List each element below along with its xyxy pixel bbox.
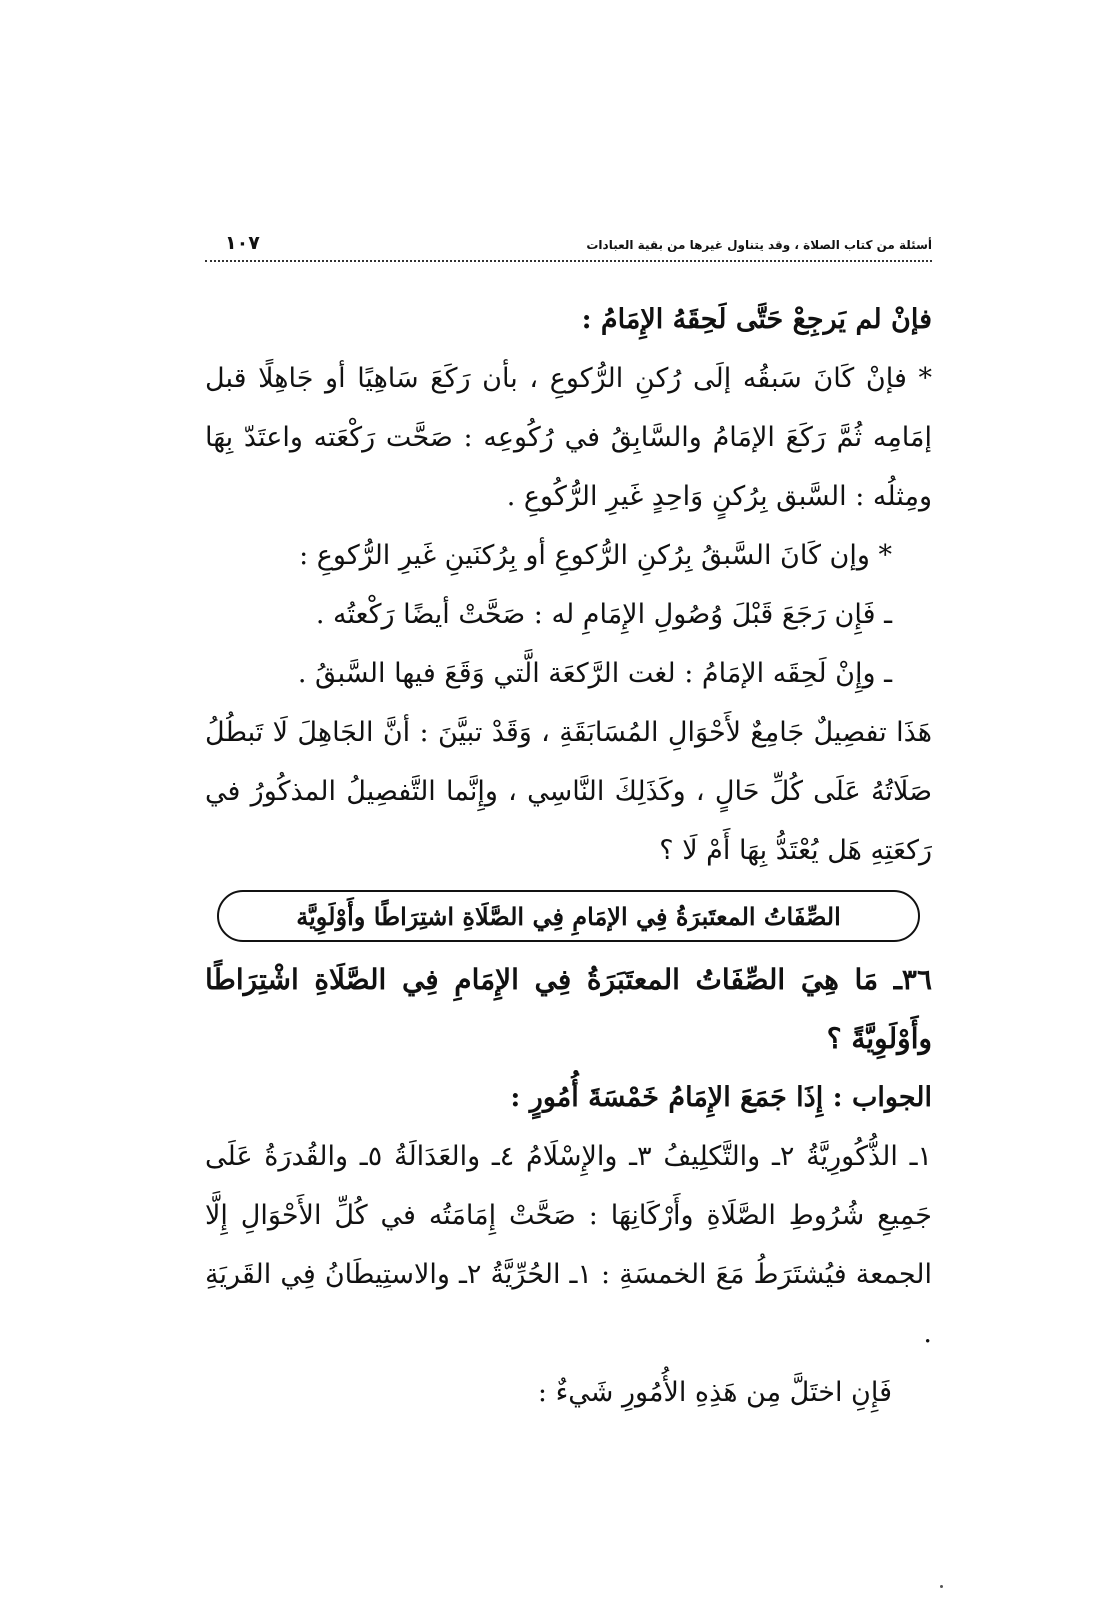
page-number: ١٠٧ <box>225 232 260 254</box>
paragraph-5: ـ وإِنْ لَحِقَه الإمَامُ : لغت الرَّكعَة الَّتي وَقَعَ فيها السَّبقُ . <box>297 658 892 689</box>
answer-intro: الجواب : إِذَا جَمَعَ الإِمَامُ خَمْسَةَ أُمُورٍ : <box>510 1082 932 1113</box>
paragraph-8: فَإِنِ اختَلَّ مِن هَذِهِ الأُمُورِ شَيءٌ : <box>537 1377 892 1408</box>
question-36: ٣٦ـ مَا هِيَ الصِّفَاتُ المعتَبَرَةُ فِي الإِمَامِ فِي الصَّلَاةِ اشْتِرَاطًا وأَوْلَوِيَّةً ؟ <box>205 963 932 1055</box>
header-divider <box>205 260 932 262</box>
page-header <box>205 232 932 260</box>
body-text <box>205 290 932 1422</box>
paragraph-1: فإنْ لم يَرجِعْ حَتَّى لَحِقَهُ الإِمَامُ : <box>581 304 932 335</box>
paragraph-6: هَذَا تفصِيلٌ جَامِعٌ لأَحْوَالِ المُسَابَقَةِ ، وَقَدْ تبيَّنَ : أنَّ الجَاهِلَ لَا تَبطُلُ صَلَاتُهُ عَلَى كُلِّ حَالٍ ، وكَذَلِكَ النَّاسِي ، وإِنَّما التَّفصِيلُ المذكُورُ في رَكعَتِهِ هَل يُعْتَدُّ بِهَا أَمْ لَا ؟ <box>205 717 932 866</box>
section-heading-box <box>217 890 920 942</box>
running-title: أسئلة من كتاب الصلاة ، وقد يتناول غيرها من بقية العبادات <box>586 238 932 252</box>
paragraph-3: * وإن كَانَ السَّبقُ بِرُكنِ الرُّكوعِ أو بِرُكنَينِ غَيرِ الرُّكوعِ : <box>299 540 892 571</box>
scan-speck <box>940 1585 943 1588</box>
paragraph-7: ١ـ الذُّكُورِيَّةُ ٢ـ والتَّكلِيفُ ٣ـ والإِسْلَامُ ٤ـ والعَدَالَةُ ٥ـ والقُدرَةُ عَلَى جَمِيعِ شُرُوطِ الصَّلَاةِ وأَرْكَانِهَا : صَحَّتْ إِمَامَتُه في كُلِّ الأَحْوَالِ إِلَّا الجمعة فيُشتَرَطُ مَعَ الخمسَةِ : ١ـ الحُرِّيَّةُ ٢ـ والاستِيطَانُ فِي القَريَةِ . <box>205 1141 933 1349</box>
section-heading: الصِّفَاتُ المعتَبرَةُ فِي الإمَامِ فِي الصَّلَاةِ اشتِرَاطًا وأَوْلَوِيَّة <box>296 901 841 931</box>
paragraph-4: ـ فَإِن رَجَعَ قَبْلَ وُصُولِ الإِمَامِ له : صَحَّتْ أيضًا رَكْعتُه . <box>315 599 892 630</box>
paragraph-2: * فإنْ كَانَ سَبقُه إلَى رُكنِ الرُّكوعِ ، بأن رَكَعَ سَاهِيًا أو جَاهِلًا قبل إمَامِه ثُمَّ رَكَعَ الإمَامُ والسَّابِقُ في رُكُوعِه : صَحَّت رَكْعَته واعتَدّ بِهَا ومِثلُه : السَّبق بِرُكنٍ وَاحِدٍ غَيرِ الرُّكُوعِ . <box>205 363 932 512</box>
